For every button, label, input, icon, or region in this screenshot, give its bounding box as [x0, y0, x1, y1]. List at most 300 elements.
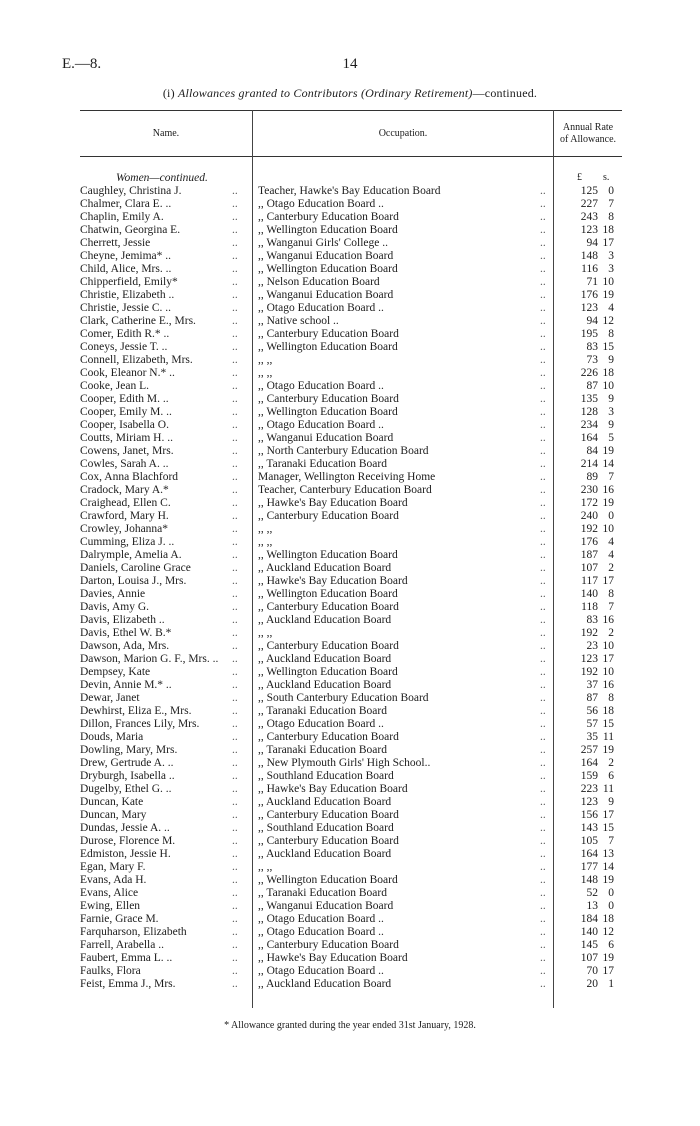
- table-row: [0, 848, 700, 861]
- leader-dots: ..: [540, 874, 546, 886]
- cell-shillings: 10: [602, 640, 614, 652]
- leader-dots: ..: [232, 471, 238, 483]
- table-row: [0, 224, 700, 237]
- cell-occupation: ,, Auckland Education Board: [258, 614, 392, 626]
- table-row: [0, 185, 700, 198]
- leader-dots: ..: [540, 679, 546, 691]
- cell-shillings: 3: [608, 406, 614, 418]
- cell-occupation: ,, Wanganui Education Board: [258, 900, 394, 912]
- table-row: [0, 588, 700, 601]
- cell-shillings: 14: [602, 861, 614, 873]
- cell-name: Cooper, Emily M. ..: [80, 406, 172, 418]
- leader-dots: ..: [232, 367, 238, 379]
- cell-occupation: ,, Southland Education Board: [258, 822, 394, 834]
- cell-shillings: 19: [602, 952, 614, 964]
- cell-name: Chaplin, Emily A.: [80, 211, 164, 223]
- leader-dots: ..: [540, 835, 546, 847]
- cell-occupation: ,, Taranaki Education Board: [258, 705, 387, 717]
- table-row: [0, 250, 700, 263]
- cell-occupation: ,, Hawke's Bay Education Board: [258, 497, 408, 509]
- leader-dots: ..: [540, 393, 546, 405]
- header-rate-line2: of Allowance.: [559, 134, 617, 145]
- cell-pounds: 107: [580, 952, 598, 964]
- table-row: [0, 263, 700, 276]
- currency-shillings: s.: [603, 172, 610, 183]
- cell-shillings: 2: [608, 757, 614, 769]
- cell-name: Farnie, Grace M.: [80, 913, 159, 925]
- cell-name: Clark, Catherine E., Mrs.: [80, 315, 196, 327]
- table-row: [0, 432, 700, 445]
- leader-dots: ..: [232, 887, 238, 899]
- leader-dots: ..: [232, 302, 238, 314]
- cell-shillings: 4: [608, 549, 614, 561]
- cell-occupation: ,, Auckland Education Board: [258, 796, 392, 808]
- table-row: [0, 835, 700, 848]
- table-row: [0, 978, 700, 991]
- cell-pounds: 159: [580, 770, 598, 782]
- leader-dots: ..: [232, 562, 238, 574]
- cell-name: Feist, Emma J., Mrs.: [80, 978, 176, 990]
- cell-shillings: 9: [608, 796, 614, 808]
- cell-shillings: 13: [602, 848, 614, 860]
- table-row: [0, 406, 700, 419]
- cell-occupation: ,, Canterbury Education Board: [258, 328, 399, 340]
- leader-dots: ..: [540, 250, 546, 262]
- cell-occupation: ,, Wellington Education Board: [258, 549, 398, 561]
- leader-dots: ..: [540, 653, 546, 665]
- cell-name: Faubert, Emma L. ..: [80, 952, 173, 964]
- cell-occupation: ,, Taranaki Education Board: [258, 458, 387, 470]
- cell-name: Child, Alice, Mrs. ..: [80, 263, 172, 275]
- table-row: [0, 887, 700, 900]
- document-reference: E.—8.: [62, 56, 102, 72]
- cell-pounds: 73: [586, 354, 598, 366]
- cell-shillings: 0: [608, 900, 614, 912]
- cell-name: Ewing, Ellen: [80, 900, 141, 912]
- leader-dots: ..: [232, 536, 238, 548]
- leader-dots: ..: [540, 783, 546, 795]
- cell-occupation: ,, Canterbury Education Board: [258, 809, 399, 821]
- cell-name: Darton, Louisa J., Mrs.: [80, 575, 187, 587]
- leader-dots: ..: [232, 432, 238, 444]
- cell-pounds: 148: [580, 874, 598, 886]
- table-row: [0, 380, 700, 393]
- cell-shillings: 11: [602, 731, 614, 743]
- cell-shillings: 6: [608, 770, 614, 782]
- leader-dots: ..: [540, 861, 546, 873]
- cell-shillings: 17: [602, 809, 614, 821]
- cell-occupation: ,, ,,: [258, 354, 273, 366]
- leader-dots: ..: [232, 718, 238, 730]
- cell-shillings: 3: [608, 263, 614, 275]
- cell-shillings: 2: [608, 627, 614, 639]
- cell-name: Davis, Elizabeth ..: [80, 614, 165, 626]
- table-row: [0, 822, 700, 835]
- table-row: [0, 770, 700, 783]
- cell-occupation: ,, ,,: [258, 861, 273, 873]
- leader-dots: ..: [540, 575, 546, 587]
- cell-name: Dryburgh, Isabella ..: [80, 770, 175, 782]
- table-row: [0, 393, 700, 406]
- leader-dots: ..: [540, 445, 546, 457]
- cell-pounds: 226: [580, 367, 598, 379]
- table-row: [0, 926, 700, 939]
- leader-dots: ..: [540, 848, 546, 860]
- cell-occupation: ,, Otago Education Board ..: [258, 913, 384, 925]
- cell-occupation: ,, Southland Education Board: [258, 770, 394, 782]
- cell-name: Cherrett, Jessie: [80, 237, 151, 249]
- leader-dots: ..: [232, 588, 238, 600]
- table-row: [0, 289, 700, 302]
- cell-shillings: 11: [602, 783, 614, 795]
- cell-occupation: ,, Canterbury Education Board: [258, 731, 399, 743]
- leader-dots: ..: [540, 263, 546, 275]
- cell-name: Chipperfield, Emily*: [80, 276, 178, 288]
- leader-dots: ..: [540, 549, 546, 561]
- leader-dots: ..: [232, 198, 238, 210]
- leader-dots: ..: [540, 328, 546, 340]
- table-row: [0, 874, 700, 887]
- leader-dots: ..: [540, 627, 546, 639]
- cell-pounds: 118: [581, 601, 598, 613]
- leader-dots: ..: [232, 601, 238, 613]
- leader-dots: ..: [540, 380, 546, 392]
- cell-name: Craighead, Ellen C.: [80, 497, 171, 509]
- cell-occupation: ,, ,,: [258, 367, 273, 379]
- leader-dots: ..: [540, 965, 546, 977]
- leader-dots: ..: [540, 302, 546, 314]
- cell-pounds: 164: [580, 848, 598, 860]
- cell-name: Edmiston, Jessie H.: [80, 848, 171, 860]
- leader-dots: ..: [232, 549, 238, 561]
- cell-shillings: 0: [608, 185, 614, 197]
- leader-dots: ..: [232, 796, 238, 808]
- cell-occupation: ,, Hawke's Bay Education Board: [258, 575, 408, 587]
- cell-name: Cox, Anna Blachford: [80, 471, 179, 483]
- cell-pounds: 227: [580, 198, 598, 210]
- cell-shillings: 17: [602, 653, 614, 665]
- cell-occupation: ,, Otago Education Board ..: [258, 419, 384, 431]
- leader-dots: ..: [540, 666, 546, 678]
- cell-occupation: ,, Canterbury Education Board: [258, 640, 399, 652]
- cell-occupation: ,, Otago Education Board ..: [258, 380, 384, 392]
- cell-occupation: ,, ,,: [258, 536, 273, 548]
- cell-shillings: 12: [602, 926, 614, 938]
- cell-shillings: 15: [602, 341, 614, 353]
- cell-occupation: ,, Native school ..: [258, 315, 339, 327]
- cell-pounds: 140: [580, 926, 598, 938]
- leader-dots: ..: [540, 757, 546, 769]
- cell-pounds: 70: [586, 965, 598, 977]
- leader-dots: ..: [232, 575, 238, 587]
- cell-occupation: ,, Taranaki Education Board: [258, 744, 387, 756]
- cell-pounds: 83: [586, 341, 598, 353]
- cell-pounds: 123: [580, 224, 598, 236]
- leader-dots: ..: [540, 315, 546, 327]
- cell-name: Durose, Florence M.: [80, 835, 176, 847]
- leader-dots: ..: [540, 692, 546, 704]
- cell-name: Dugelby, Ethel G. ..: [80, 783, 172, 795]
- leader-dots: ..: [540, 744, 546, 756]
- leader-dots: ..: [232, 263, 238, 275]
- cell-name: Farrell, Arabella ..: [80, 939, 164, 951]
- cell-occupation: ,, Auckland Education Board: [258, 562, 392, 574]
- cell-occupation: ,, Wellington Education Board: [258, 224, 398, 236]
- cell-pounds: 234: [580, 419, 598, 431]
- cell-name: Crowley, Johanna*: [80, 523, 169, 535]
- cell-shillings: 10: [602, 666, 614, 678]
- leader-dots: ..: [232, 523, 238, 535]
- cell-pounds: 143: [580, 822, 598, 834]
- table-row: [0, 315, 700, 328]
- leader-dots: ..: [540, 510, 546, 522]
- cell-name: Comer, Edith R.* ..: [80, 328, 170, 340]
- cell-pounds: 20: [586, 978, 598, 990]
- leader-dots: ..: [540, 926, 546, 938]
- cell-shillings: 5: [608, 432, 614, 444]
- table-row: [0, 666, 700, 679]
- page-number: 14: [342, 56, 358, 72]
- leader-dots: ..: [540, 536, 546, 548]
- cell-occupation: ,, Wanganui Education Board: [258, 289, 394, 301]
- cell-pounds: 94: [586, 315, 598, 327]
- cell-name: Dawson, Marion G. F., Mrs. ..: [80, 653, 219, 665]
- cell-pounds: 56: [586, 705, 598, 717]
- cell-occupation: ,, Auckland Education Board: [258, 653, 392, 665]
- leader-dots: ..: [232, 640, 238, 652]
- currency-pounds: £: [577, 172, 582, 183]
- cell-name: Evans, Alice: [80, 887, 139, 899]
- allowance-table-body: [0, 185, 700, 991]
- table-row: [0, 536, 700, 549]
- leader-dots: ..: [232, 705, 238, 717]
- cell-shillings: 12: [602, 315, 614, 327]
- cell-shillings: 7: [608, 471, 614, 483]
- cell-occupation: ,, Wellington Education Board: [258, 406, 398, 418]
- leader-dots: ..: [232, 978, 238, 990]
- cell-name: Caughley, Christina J.: [80, 185, 182, 197]
- table-row: [0, 913, 700, 926]
- leader-dots: ..: [232, 393, 238, 405]
- leader-dots: ..: [232, 939, 238, 951]
- cell-name: Douds, Maria: [80, 731, 144, 743]
- cell-occupation: ,, North Canterbury Education Board: [258, 445, 429, 457]
- table-row: [0, 653, 700, 666]
- table-row: [0, 341, 700, 354]
- leader-dots: ..: [232, 770, 238, 782]
- table-row: [0, 809, 700, 822]
- cell-shillings: 17: [602, 575, 614, 587]
- leader-dots: ..: [540, 705, 546, 717]
- cell-shillings: 0: [608, 510, 614, 522]
- caption-prefix: (i): [162, 86, 178, 100]
- cell-name: Cradock, Mary A.*: [80, 484, 169, 496]
- cell-occupation: ,, Auckland Education Board: [258, 978, 392, 990]
- cell-pounds: 156: [580, 809, 598, 821]
- cell-shillings: 9: [608, 354, 614, 366]
- cell-name: Cook, Eleanor N.* ..: [80, 367, 175, 379]
- cell-occupation: ,, ,,: [258, 523, 273, 535]
- cell-occupation: ,, Wanganui Education Board: [258, 432, 394, 444]
- leader-dots: ..: [232, 224, 238, 236]
- leader-dots: ..: [540, 614, 546, 626]
- table-caption: [0, 86, 700, 101]
- cell-shillings: 7: [608, 198, 614, 210]
- table-row: [0, 614, 700, 627]
- table-row: [0, 640, 700, 653]
- leader-dots: ..: [540, 718, 546, 730]
- cell-pounds: 230: [580, 484, 598, 496]
- leader-dots: ..: [232, 510, 238, 522]
- cell-shillings: 9: [608, 393, 614, 405]
- cell-occupation: ,, Wellington Education Board: [258, 341, 398, 353]
- cell-pounds: 105: [580, 835, 598, 847]
- table-row: [0, 354, 700, 367]
- cell-name: Drew, Gertrude A. ..: [80, 757, 174, 769]
- leader-dots: ..: [232, 354, 238, 366]
- leader-dots: ..: [232, 757, 238, 769]
- cell-shillings: 18: [602, 705, 614, 717]
- cell-name: Coneys, Jessie T. ..: [80, 341, 168, 353]
- leader-dots: ..: [540, 601, 546, 613]
- cell-name: Davis, Ethel W. B.*: [80, 627, 172, 639]
- cell-pounds: 83: [586, 614, 598, 626]
- leader-dots: ..: [540, 458, 546, 470]
- leader-dots: ..: [540, 796, 546, 808]
- table-row: [0, 510, 700, 523]
- table-row: [0, 692, 700, 705]
- leader-dots: ..: [540, 224, 546, 236]
- cell-occupation: Manager, Wellington Receiving Home: [258, 471, 436, 483]
- header-rate-line1: Annual Rate: [562, 122, 614, 133]
- leader-dots: ..: [540, 367, 546, 379]
- cell-pounds: 107: [580, 562, 598, 574]
- cell-shillings: 4: [608, 536, 614, 548]
- leader-dots: ..: [540, 211, 546, 223]
- leader-dots: ..: [232, 809, 238, 821]
- cell-name: Davies, Annie: [80, 588, 146, 600]
- cell-shillings: 18: [602, 913, 614, 925]
- leader-dots: ..: [540, 185, 546, 197]
- cell-shillings: 16: [602, 614, 614, 626]
- table-row: [0, 198, 700, 211]
- cell-pounds: 177: [580, 861, 598, 873]
- cell-pounds: 240: [580, 510, 598, 522]
- table-row: [0, 458, 700, 471]
- leader-dots: ..: [540, 900, 546, 912]
- cell-name: Egan, Mary F.: [80, 861, 146, 873]
- cell-occupation: ,, Wellington Education Board: [258, 263, 398, 275]
- cell-occupation: ,, Canterbury Education Board: [258, 835, 399, 847]
- cell-name: Dempsey, Kate: [80, 666, 151, 678]
- table-row: [0, 562, 700, 575]
- cell-shillings: 7: [608, 601, 614, 613]
- leader-dots: ..: [540, 770, 546, 782]
- cell-shillings: 8: [608, 588, 614, 600]
- leader-dots: ..: [540, 198, 546, 210]
- cell-pounds: 145: [580, 939, 598, 951]
- leader-dots: ..: [540, 562, 546, 574]
- leader-dots: ..: [232, 328, 238, 340]
- cell-shillings: 10: [602, 523, 614, 535]
- cell-shillings: 4: [608, 302, 614, 314]
- leader-dots: ..: [540, 640, 546, 652]
- cell-shillings: 16: [602, 484, 614, 496]
- cell-pounds: 187: [580, 549, 598, 561]
- cell-shillings: 15: [602, 718, 614, 730]
- table-row: [0, 419, 700, 432]
- cell-name: Duncan, Kate: [80, 796, 144, 808]
- leader-dots: ..: [232, 731, 238, 743]
- cell-occupation: ,, Canterbury Education Board: [258, 510, 399, 522]
- cell-pounds: 117: [581, 575, 598, 587]
- leader-dots: ..: [232, 341, 238, 353]
- cell-shillings: 2: [608, 562, 614, 574]
- cell-occupation: ,, Auckland Education Board: [258, 679, 392, 691]
- table-row: [0, 757, 700, 770]
- cell-pounds: 87: [586, 692, 598, 704]
- cell-pounds: 94: [586, 237, 598, 249]
- table-row: [0, 276, 700, 289]
- cell-pounds: 214: [580, 458, 598, 470]
- table-row: [0, 705, 700, 718]
- cell-shillings: 8: [608, 692, 614, 704]
- cell-occupation: ,, ,,: [258, 627, 273, 639]
- table-row: [0, 861, 700, 874]
- cell-occupation: ,, Wanganui Education Board: [258, 250, 394, 262]
- section-subheading: Women—continued.: [116, 172, 208, 184]
- leader-dots: ..: [232, 315, 238, 327]
- leader-dots: ..: [540, 484, 546, 496]
- cell-shillings: 17: [602, 237, 614, 249]
- leader-dots: ..: [540, 978, 546, 990]
- cell-pounds: 148: [580, 250, 598, 262]
- leader-dots: ..: [540, 731, 546, 743]
- cell-occupation: ,, Hawke's Bay Education Board: [258, 783, 408, 795]
- cell-name: Dawson, Ada, Mrs.: [80, 640, 170, 652]
- cell-name: Cooke, Jean L.: [80, 380, 149, 392]
- footnote: * Allowance granted during the year ended 31st January, 1928.: [224, 1020, 476, 1031]
- cell-pounds: 71: [586, 276, 598, 288]
- table-row: [0, 939, 700, 952]
- cell-shillings: 14: [602, 458, 614, 470]
- leader-dots: ..: [232, 211, 238, 223]
- table-row: [0, 731, 700, 744]
- cell-name: Dewar, Janet: [80, 692, 140, 704]
- table-row: [0, 965, 700, 978]
- table-row: [0, 796, 700, 809]
- leader-dots: ..: [540, 432, 546, 444]
- cell-pounds: 52: [586, 887, 598, 899]
- table-row: [0, 302, 700, 315]
- cell-pounds: 84: [586, 445, 598, 457]
- table-row: [0, 718, 700, 731]
- leader-dots: ..: [232, 913, 238, 925]
- cell-name: Daniels, Caroline Grace: [80, 562, 191, 574]
- leader-dots: ..: [232, 848, 238, 860]
- cell-pounds: 164: [580, 757, 598, 769]
- cell-shillings: 10: [602, 380, 614, 392]
- table-row: [0, 328, 700, 341]
- cell-shillings: 19: [602, 289, 614, 301]
- leader-dots: ..: [232, 653, 238, 665]
- cell-pounds: 192: [580, 666, 598, 678]
- cell-pounds: 37: [586, 679, 598, 691]
- cell-occupation: ,, Nelson Education Board: [258, 276, 380, 288]
- cell-pounds: 128: [580, 406, 598, 418]
- leader-dots: ..: [232, 497, 238, 509]
- table-row: [0, 783, 700, 796]
